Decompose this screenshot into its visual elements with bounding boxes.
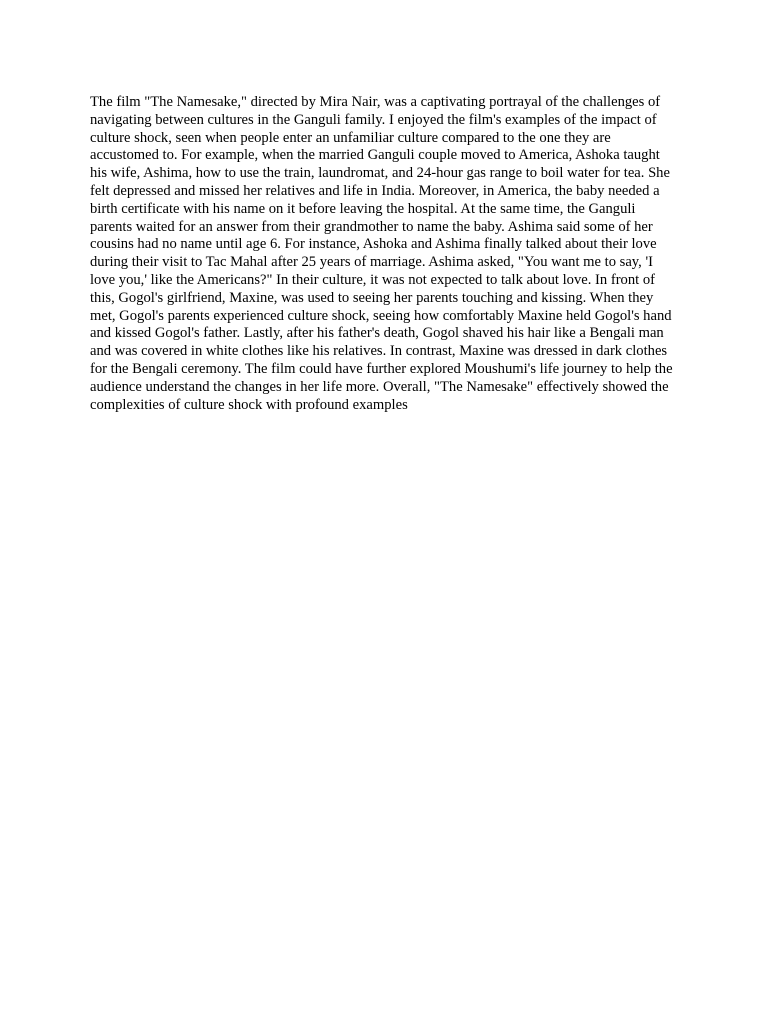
body-paragraph: The film "The Namesake," directed by Mira Nair, was a captivating portrayal of the challenges of navigating between cultures in the Ganguli family. I enjoyed the film's examples of the impact of culture shock, seen when people enter an unfamiliar culture compared to the one they are accustomed to. For example, when the married Ganguli couple moved to America, Ashoka taught his wife, Ashima, how to use the train, laundromat, and 24-hour gas range to boil water for tea. She felt depressed and missed her relatives and life in India. Moreover, in America, the baby needed a birth certificate with his name on it before leaving the hospital. At the same time, the Ganguli parents waited for an answer from their grandmother to name the baby. Ashima said some of her cousins had no name until age 6. For instance, Ashoka and Ashima finally talked about their love during their visit to Tac Mahal after 25 years of marriage. Ashima asked, "You want me to say, 'I love you,' like the Americans?" In their culture, it was not expected to talk about love. In front of this, Gogol's girlfriend, Maxine, was used to seeing her parents touching and kissing. When they met, Gogol's parents experienced culture shock, seeing how comfortably Maxine held Gogol's hand and kissed Gogol's father. Lastly, after his father's death, Gogol shaved his hair like a Bengali man and was covered in white clothes like his relatives. In contrast, Maxine was dressed in dark clothes for the Bengali ceremony. The film could have further explored Moushumi's life journey to help the audience understand the changes in her life more. Overall, "The Namesake" effectively showed the complexities of culture shock with profound examples — [90, 94, 673, 413]
